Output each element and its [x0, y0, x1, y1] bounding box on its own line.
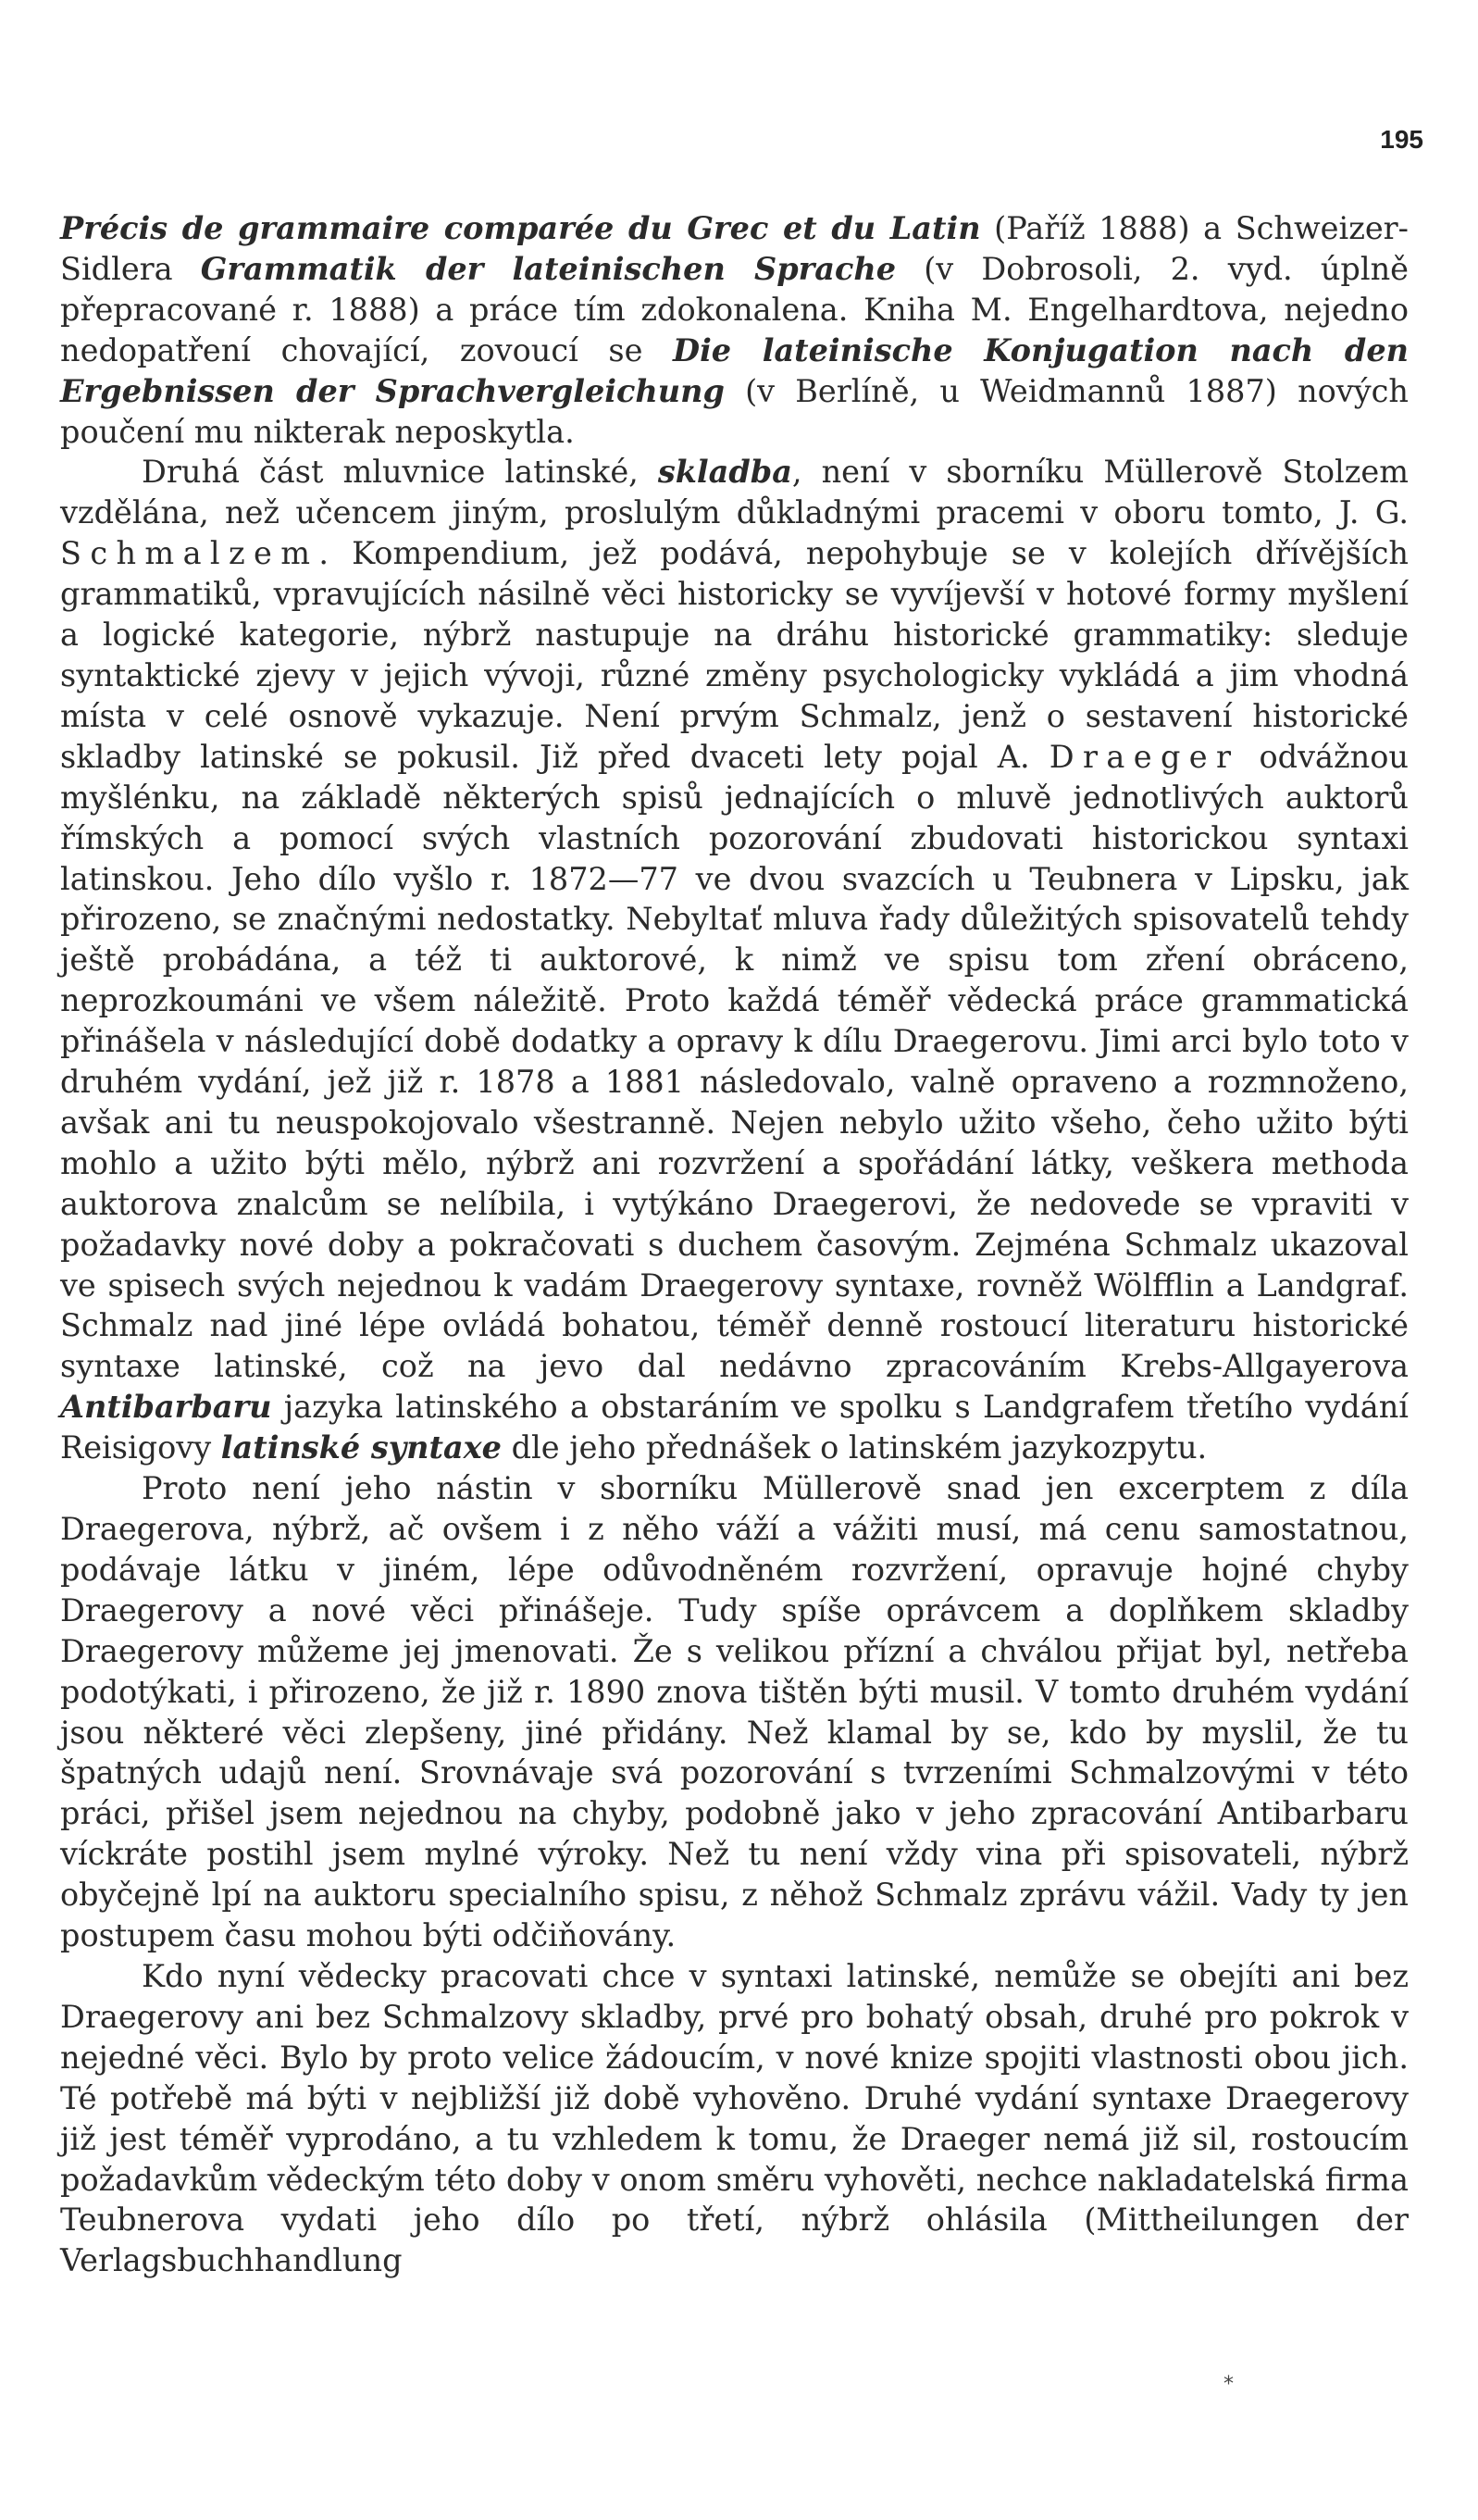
text-segment: odvážnou myšlénku, na základě některých spisů jednajících o mluvě jednotlivých auktorů římských a pomocí svých vlastních pozorování zbudovati historickou syntaxi latinskou. Jeho dílo vyšlo r. 1872—77 ve dvou svazcích u Teubnera v Lipsku, jak přirozeno, se značnými nedostatky. Nebyltať mluva řady důležitých spisovatelů tehdy ještě probádána, a též ti auktorové, k nimž ve spisu tom zření obráceno, neprozkoumáni ve všem náležitě. Proto každá téměř vědecká práce grammatická přinášela v následující době dodatky a opravy k dílu Draegerovu. Jimi arci bylo toto v druhém vydání, jež již r. 1878 a 1881 následovalo, valně opraveno a rozmnoženo, avšak ani tu neuspokojovalo všestranně. Nejen nebylo užito všeho, čeho užito býti mohlo a užito býti mělo, nýbrž ani rozvržení a spořádání látky, veškera methoda auktorova znalcům se nelíbila, i vytýkáno Draegerovi, že nedovede se vpraviti v požadavky nové doby a pokračovati s duchem časovým. Zejména Schmalz ukazoval ve spisech svých nejednou k vadám Draegerovy syntaxe, rovněž Wölfflin a Landgraf. Schmalz nad jiné lépe ovládá bohatou, téměř denně rostoucí literaturu historické syntaxe latinské, což na jevo dal nedávno zpracováním Krebs-Allgayerova — [60, 738, 1409, 1385]
italic-title-text: skladba — [657, 454, 792, 491]
signature-mark: * — [1223, 2373, 1234, 2396]
text-segment: (Paříž 1888) a Schweizer-Sidlera — [60, 210, 1410, 287]
paragraph — [60, 208, 1409, 452]
page-number: 195 — [1380, 125, 1423, 154]
text-segment: Kdo nyní vědecky pracovati chce v syntaxi latinské, nemůže se obejíti ani bez Draegerovy ani bez Schmalzovy skladby, prvé pro bohatý obsah, druhé pro pokrok v nejedné věci. Bylo by proto velice žádoucím, v nové knize spojiti vlastnosti obou jich. Té potřebě má býti v nejbližší již době vyhověno. Druhé vydání syntaxe Draegerovy již jest téměř vyprodáno, a tu vzhledem k tomu, že Draeger nemá již sil, rostoucím požadavkům vědeckým této doby v onom směru vyhověti, nechce nakladatelská firma Teubnerova vydati jeho dílo po třetí, nýbrž ohlásila (Mittheilungen der Verlagsbuchhandlung — [60, 1957, 1409, 2279]
paragraph — [60, 452, 1409, 1468]
italic-title-text: latinské syntaxe — [220, 1429, 502, 1466]
text-segment: (v Berlíně, u Weidmannů 1887) nových poučení mu nikterak neposkytla. — [60, 372, 1409, 450]
spaced-name-text: Schmalzem — [60, 535, 319, 572]
text-segment: . Kompendium, jež podává, nepohybuje se v kolejích dřívějších grammatiků, vpravujících násilně věci historicky se vyvíjevší v hotové formy myšlení a logické kategorie, nýbrž nastupuje na dráhu historické grammatiky: sleduje syntaktické zjevy v jejich vývoji, různé změny psychologicky vykládá a jim vhodná místa v celé osnově vykazuje. Není prvým Schmalz, jenž o sestavení historické skladby latinské se pokusil. Již před dvaceti lety pojal A. — [60, 535, 1409, 775]
spaced-name-text: Draeger — [1049, 738, 1240, 775]
text-segment: , není v sborníku Müllerově Stolzem vzdělána, než učencem jiným, proslulým důkladnými pracemi v oboru tomto, J. G. — [60, 454, 1409, 531]
text-segment: Druhá část mluvnice latinské, — [142, 454, 658, 491]
italic-title-text: Précis de grammaire comparée du Grec et du Latin — [60, 210, 981, 246]
text-segment: dle jeho přednášek o latinském jazykozpytu. — [501, 1429, 1208, 1466]
italic-title-text: Grammatik der lateinischen Sprache — [200, 250, 897, 287]
paragraph — [60, 1956, 1409, 2281]
paragraph — [60, 1468, 1409, 1956]
italic-title-text: Die lateinische Konjugation nach den Ergebnissen der Sprachvergleichung — [60, 331, 1409, 409]
text-segment: jazyka latinského a obstaráním ve spolku s Landgrafem třetího vydání Reisigovy — [60, 1389, 1409, 1466]
text-segment: Proto není jeho nástin v sborníku Müllerově snad jen excerptem z díla Draegerova, nýbrž, ač ovšem i z něho váží a vážiti musí, má cenu samostatnou, podávaje látku v jiném, lépe odůvodněném rozvržení, opravuje hojné chyby Draegerovy a nové věci přinášeje. Tudy spíše oprávcem a doplňkem skladby Draegerovy můžeme jej jmenovati. Že s velikou přízní a chválou přijat byl, netřeba podotýkati, i přirozeno, že již r. 1890 znova tištěn býti musil. V tomto druhém vydání jsou některé věci zlepšeny, jiné přidány. Než klamal by se, kdo by myslil, že tu špatných udajů není. Srovnávaje svá pozorování s tvrzeními Schmalzovými v této práci, přišel jsem nejednou na chyby, podobně jako v jeho zpracování Antibarbaru víckráte postihl jsem mylné výroky. Než tu není vždy vina při spisovateli, nýbrž obyčejně lpí na auktoru specialního spisu, z něhož Schmalz zprávu vážil. Vady ty jen postupem času mohou býti odčiňovány. — [60, 1470, 1409, 1954]
italic-title-text: Antibarbaru — [60, 1389, 272, 1426]
text-segment: (v Dobrosoli, 2. vyd. úplně přepracované r. 1888) a práce tím zdokonalena. Kniha M. Engelhardtova, nejedno nedopatření chovající, zovoucí se — [60, 250, 1409, 368]
text-body — [60, 208, 1409, 2281]
